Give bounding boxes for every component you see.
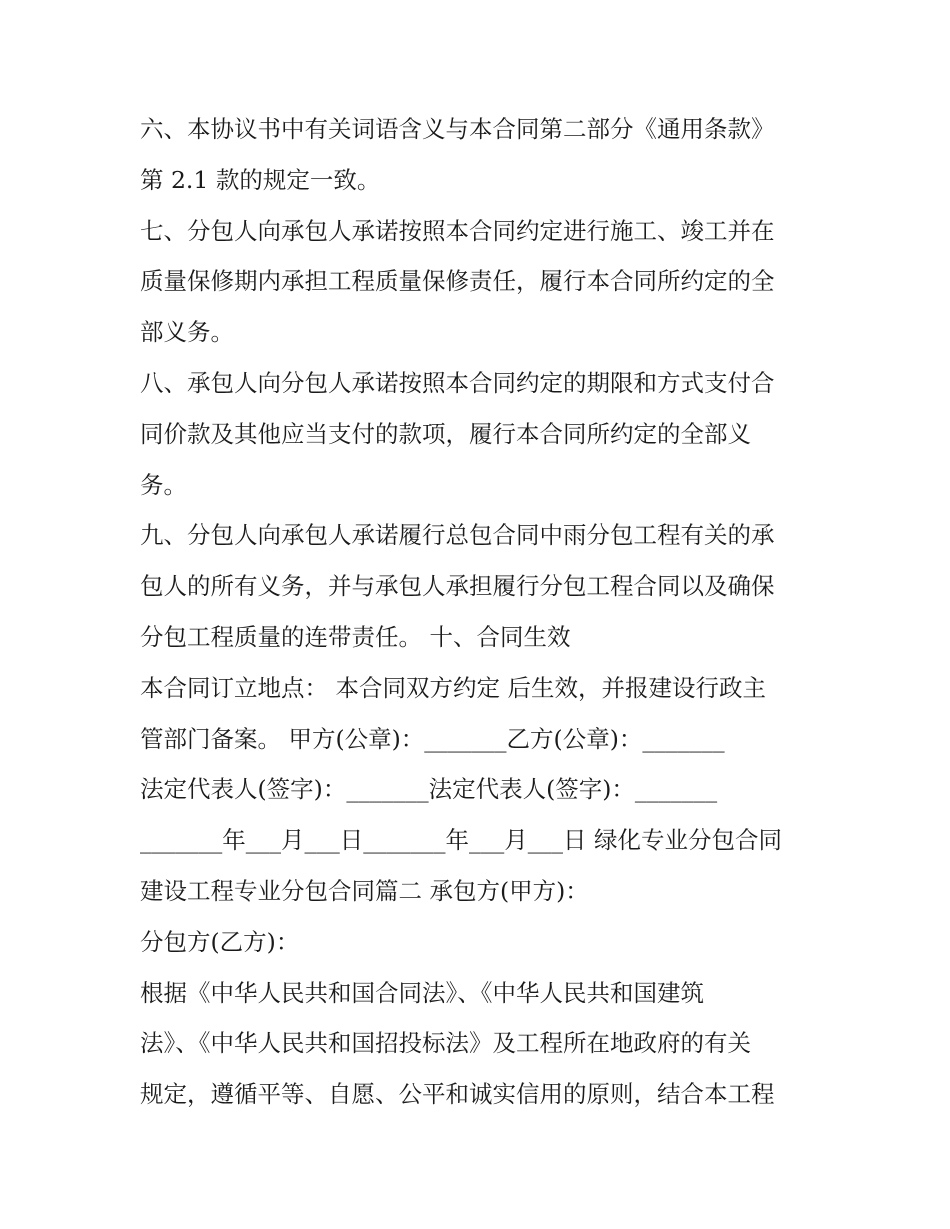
text-line: 管部门备案。 甲方(公章)：_______乙方(公章)：_______ xyxy=(140,724,725,753)
text-line: 同价款及其他应当支付的款项，履行本合同所约定的全部义 xyxy=(140,419,751,448)
text-line: 法》、《中华人民共和国招投标法》及工程所在地政府的有关 xyxy=(140,1029,751,1058)
contract-body-text xyxy=(140,104,830,1120)
text-line: 部义务。 xyxy=(140,318,234,347)
text-line: 包人的所有义务，并与承包人承担履行分包工程合同以及确保 xyxy=(140,572,775,601)
text-line: 六、本协议书中有关词语含义与本合同第二部分《通用条款》 xyxy=(140,115,775,143)
text-line: 第 2.1 款的规定一致。 xyxy=(140,165,381,194)
text-line: _______年___月___日_______年___月___日 绿化专业分包合同 xyxy=(140,826,782,855)
text-line: 八、承包人向分包人承诺按照本合同约定的期限和方式支付合 xyxy=(140,368,775,397)
text-line: 七、分包人向承包人承诺按照本合同约定进行施工、竣工并在 xyxy=(140,216,775,245)
text-line: 质量保修期内承担工程质量保修责任，履行本合同所约定的全 xyxy=(140,267,775,296)
text-line: 本合同订立地点： 本合同双方约定 后生效，并报建设行政主 xyxy=(140,673,766,702)
text-line: 九、分包人向承包人承诺履行总包合同中雨分包工程有关的承 xyxy=(140,521,775,550)
text-line: 分包方(乙方)： xyxy=(140,927,300,956)
text-line: 法定代表人(签字)：_______法定代表人(签字)：_______ xyxy=(140,775,718,804)
text-line: 建设工程专业分包合同篇二 承包方(甲方)： xyxy=(140,876,589,905)
text-line: 根据《中华人民共和国合同法》、《中华人民共和国建筑 xyxy=(140,978,704,1007)
text-line: 务。 xyxy=(140,470,187,499)
text-line: 分包工程质量的连带责任。 十、合同生效 xyxy=(140,622,571,651)
text-line: 规定，遵循平等、自愿、公平和诚实信用的原则，结合本工程 xyxy=(140,1080,775,1109)
